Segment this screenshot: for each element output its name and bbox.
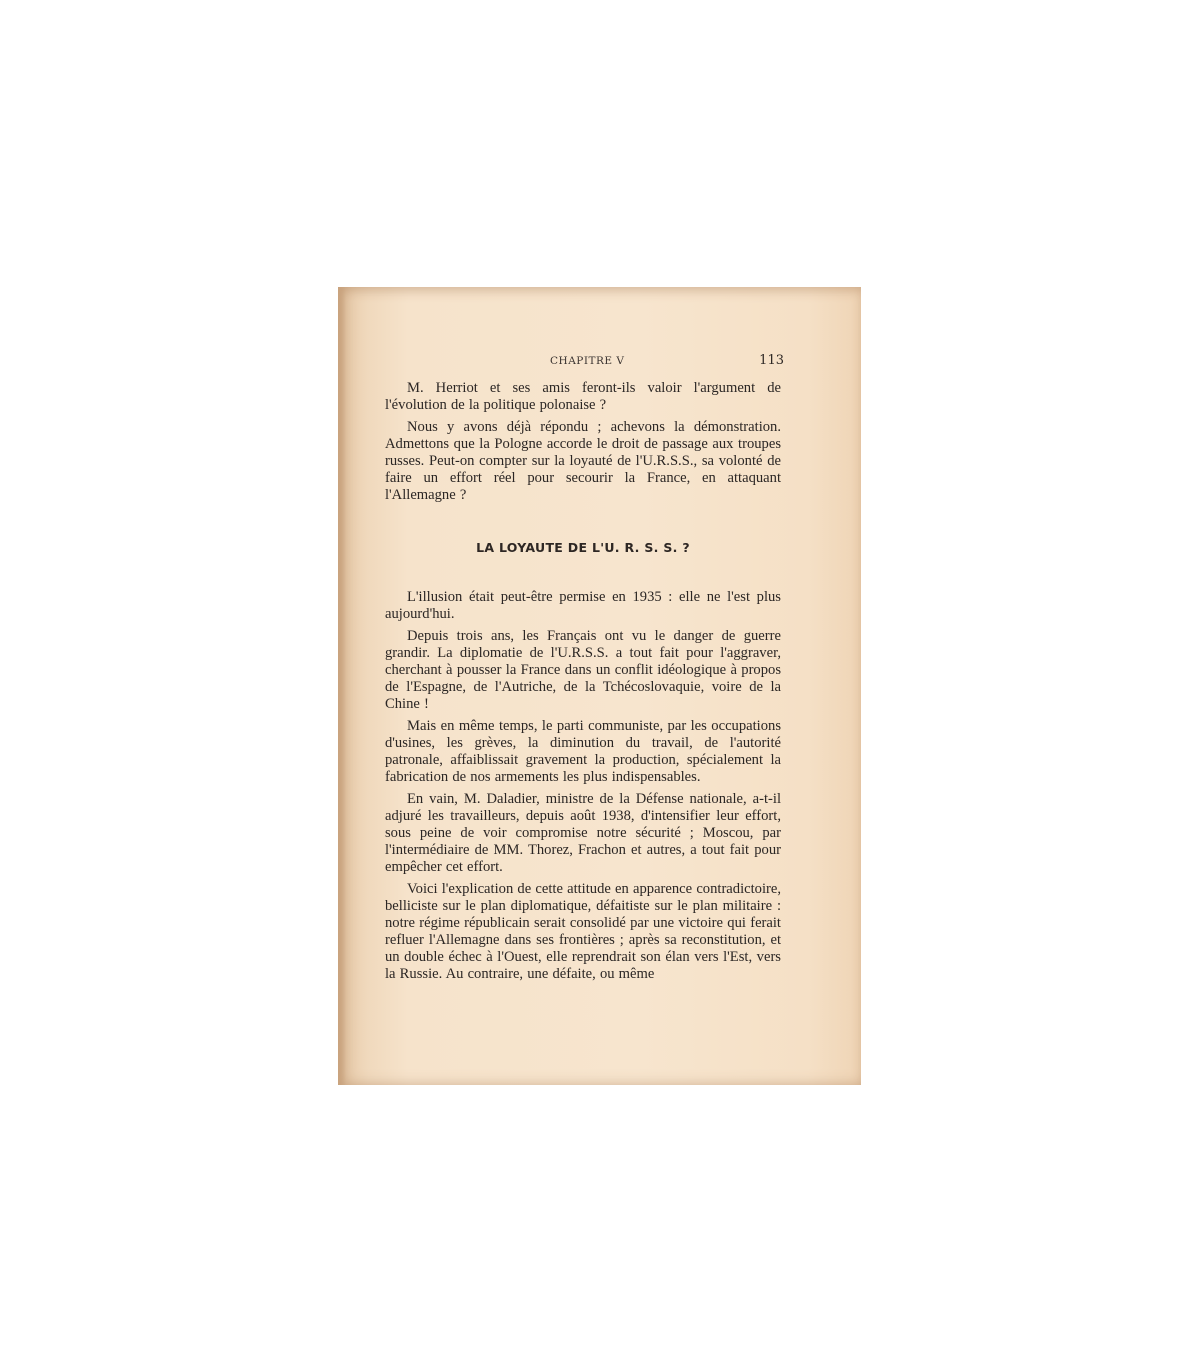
paragraph: Depuis trois ans, les Français ont vu le danger de guerre grandir. La diplomatie de l'U.R.S.S. a tout fait pour l'aggraver, cherchant à pousser la France dans un conflit idéologique à propos de l'Espagne, de l'Autriche, de la Tchécoslovaquie, voire de la Chine ! — [385, 628, 781, 712]
paragraph: Voici l'explication de cette attitude en apparence contradictoire, belliciste sur le plan diplomatique, défaitiste sur le plan militaire : notre régime républicain serait consolidé par une victoire qui ferait refluer l'Allemagne dans ses frontières ; après sa reconstitution, et un double échec à l'Ouest, elle reprendrait son élan vers l'Est, vers la Russie. Au contraire, une défaite, ou même — [385, 881, 781, 982]
paragraph: L'illusion était peut-être permise en 1935 : elle ne l'est plus aujourd'hui. — [385, 589, 781, 622]
running-title: CHAPITRE V — [550, 355, 625, 367]
book-page — [338, 287, 861, 1085]
page-header — [338, 353, 861, 373]
paragraph: Nous y avons déjà répondu ; achevons la démonstration. Admettons que la Pologne accorde le droit de passage aux troupes russes. Peut-on compter sur la loyauté de l'U.R.S.S., sa volonté de faire un effort réel pour secourir la France, en attaquant l'Allemagne ? — [385, 419, 781, 503]
paragraph: En vain, M. Daladier, ministre de la Défense nationale, a-t-il adjuré les travailleurs, depuis août 1938, d'intensifier leur effort, sous peine de voir compromise notre sécurité ; Moscou, par l'intermédiaire de MM. Thorez, Frachon et autres, a tout fait pour empêcher cet effort. — [385, 791, 781, 875]
body-text — [385, 380, 781, 988]
section-title: LA LOYAUTE DE L'U. R. S. S. ? — [476, 540, 690, 555]
page-number: 113 — [759, 353, 784, 368]
paragraph: M. Herriot et ses amis feront-ils valoir l'argument de l'évolution de la politique polonaise ? — [385, 380, 781, 413]
paragraph: Mais en même temps, le parti communiste, par les occupations d'usines, les grèves, la diminution du travail, de l'autorité patronale, affaiblissait gravement la production, spécialement la fabrication de nos armements les plus indispensables. — [385, 718, 781, 785]
